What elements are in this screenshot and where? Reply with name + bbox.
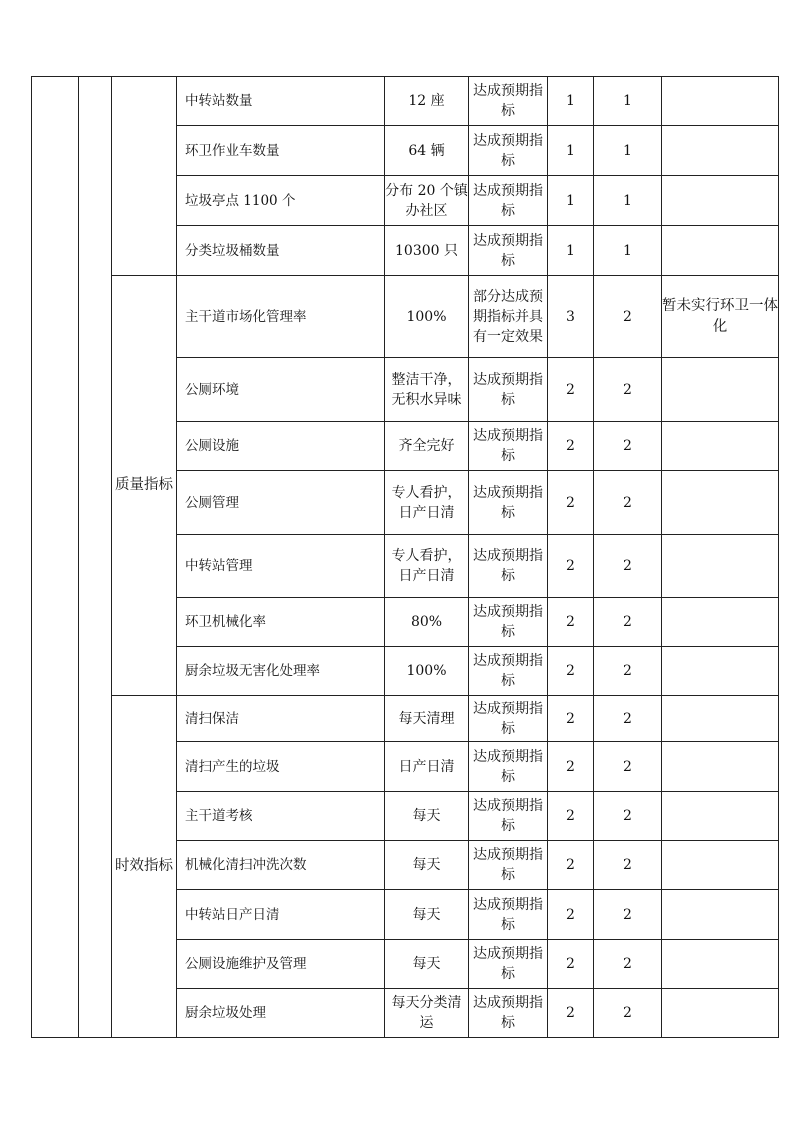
indicator-name: 公厕环境 [177,358,385,422]
indicator-value: 日产日清 [385,742,469,792]
table-row [32,77,779,126]
indicator-note [662,598,779,647]
indicator-score: 1 [594,226,662,276]
indicator-value: 64 辆 [385,126,469,176]
indicator-weight: 2 [548,422,594,471]
indicator-note [662,696,779,742]
indicator-note [662,126,779,176]
indicator-weight: 2 [548,647,594,696]
indicator-note [662,841,779,890]
indicator-name: 厨余垃圾无害化处理率 [177,647,385,696]
indicator-name: 环卫作业车数量 [177,126,385,176]
indicator-status: 达成预期指标 [469,422,548,471]
indicator-status: 达成预期指标 [469,647,548,696]
indicator-value: 分布 20 个镇办社区 [385,176,469,226]
indicator-note [662,535,779,598]
indicator-status: 达成预期指标 [469,471,548,535]
second-column-cell [79,77,112,1038]
category-label-time: 时效指标 [112,696,177,1038]
indicator-name: 主干道市场化管理率 [177,276,385,358]
indicator-weight: 2 [548,535,594,598]
indicator-value: 每天分类清运 [385,989,469,1038]
indicator-value: 100% [385,276,469,358]
indicator-score: 2 [594,696,662,742]
indicator-status: 部分达成预期指标并具有一定效果 [469,276,548,358]
outer-column-cell [32,77,79,1038]
indicator-value: 齐全完好 [385,422,469,471]
indicator-name: 中转站数量 [177,77,385,126]
indicator-score: 2 [594,535,662,598]
indicator-score: 2 [594,940,662,989]
indicator-score: 2 [594,276,662,358]
indicator-name: 分类垃圾桶数量 [177,226,385,276]
indicator-weight: 2 [548,841,594,890]
indicator-value: 10300 只 [385,226,469,276]
indicator-note [662,77,779,126]
indicator-value: 整洁干净，无积水异味 [385,358,469,422]
indicator-score: 2 [594,598,662,647]
indicator-status: 达成预期指标 [469,535,548,598]
indicator-weight: 1 [548,176,594,226]
indicator-name: 中转站日产日清 [177,890,385,940]
category-cell-quantity [112,77,177,276]
indicator-value: 每天 [385,792,469,841]
indicator-weight: 1 [548,226,594,276]
indicator-name: 主干道考核 [177,792,385,841]
indicator-weight: 2 [548,989,594,1038]
indicator-note [662,989,779,1038]
indicator-status: 达成预期指标 [469,989,548,1038]
indicator-score: 2 [594,841,662,890]
indicator-name: 公厕管理 [177,471,385,535]
indicator-status: 达成预期指标 [469,742,548,792]
indicator-note [662,792,779,841]
indicator-note [662,471,779,535]
indicator-weight: 2 [548,471,594,535]
indicator-status: 达成预期指标 [469,841,548,890]
category-label-quality: 质量指标 [112,276,177,696]
indicator-status: 达成预期指标 [469,358,548,422]
indicator-score: 2 [594,647,662,696]
indicator-status: 达成预期指标 [469,126,548,176]
indicator-note [662,358,779,422]
indicator-note [662,226,779,276]
indicator-status: 达成预期指标 [469,696,548,742]
indicator-weight: 1 [548,126,594,176]
indicator-name: 清扫产生的垃圾 [177,742,385,792]
indicator-note [662,422,779,471]
indicator-score: 2 [594,792,662,841]
indicator-value: 每天 [385,940,469,989]
indicator-name: 中转站管理 [177,535,385,598]
indicator-value: 每天 [385,890,469,940]
indicator-value: 每天清理 [385,696,469,742]
indicator-status: 达成预期指标 [469,176,548,226]
indicator-name: 清扫保洁 [177,696,385,742]
indicator-score: 2 [594,358,662,422]
indicator-status: 达成预期指标 [469,226,548,276]
indicator-value: 专人看护，日产日清 [385,471,469,535]
indicator-score: 2 [594,890,662,940]
indicator-status: 达成预期指标 [469,598,548,647]
indicator-status: 达成预期指标 [469,792,548,841]
indicator-value: 12 座 [385,77,469,126]
indicator-note [662,647,779,696]
indicator-weight: 2 [548,890,594,940]
indicator-note [662,890,779,940]
indicator-status: 达成预期指标 [469,890,548,940]
indicator-score: 2 [594,989,662,1038]
indicator-score: 1 [594,77,662,126]
indicator-score: 2 [594,742,662,792]
indicator-weight: 1 [548,77,594,126]
indicator-status: 达成预期指标 [469,940,548,989]
indicator-note [662,940,779,989]
indicator-score: 1 [594,126,662,176]
indicator-name: 公厕设施 [177,422,385,471]
indicator-score: 2 [594,422,662,471]
indicator-table [31,76,779,1038]
indicator-note [662,742,779,792]
indicator-name: 机械化清扫冲洗次数 [177,841,385,890]
indicator-value: 100% [385,647,469,696]
indicator-name: 环卫机械化率 [177,598,385,647]
indicator-value: 专人看护，日产日清 [385,535,469,598]
indicator-note: 暂未实行环卫一体化 [662,276,779,358]
indicator-note [662,176,779,226]
table-row [32,276,779,358]
indicator-value: 每天 [385,841,469,890]
indicator-name: 垃圾亭点 1100 个 [177,176,385,226]
indicator-weight: 2 [548,742,594,792]
indicator-score: 2 [594,471,662,535]
indicator-name: 公厕设施维护及管理 [177,940,385,989]
indicator-weight: 2 [548,598,594,647]
indicator-weight: 2 [548,940,594,989]
indicator-weight: 2 [548,696,594,742]
indicator-value: 80% [385,598,469,647]
indicator-name: 厨余垃圾处理 [177,989,385,1038]
indicator-weight: 3 [548,276,594,358]
table-row [32,696,779,742]
indicator-score: 1 [594,176,662,226]
indicator-status: 达成预期指标 [469,77,548,126]
indicator-weight: 2 [548,792,594,841]
indicator-weight: 2 [548,358,594,422]
